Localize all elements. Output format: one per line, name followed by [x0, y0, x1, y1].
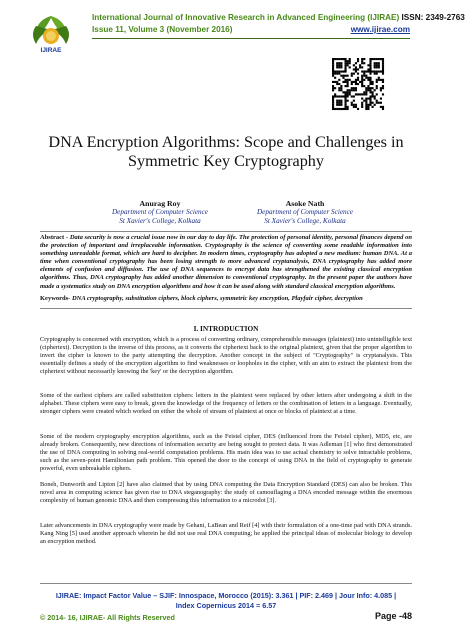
author-block-2: [240, 200, 370, 225]
header-divider: [92, 38, 410, 39]
page-number: Page -48: [374, 611, 412, 621]
abstract-top-rule: [40, 231, 412, 232]
issue-line: Issue 11, Volume 3 (November 2016) www.ijirae.com: [92, 25, 410, 34]
svg-text:IJIRAE: IJIRAE: [40, 47, 62, 54]
author-block-1: [95, 200, 225, 225]
author-name: Anurag Roy: [139, 199, 181, 208]
qr-code[interactable]: [332, 58, 384, 134]
paper-title: DNA Encryption Algorithms: Scope and Challenges in Symmetric Key Cryptography: [48, 133, 404, 170]
ijirae-logo: [26, 12, 76, 56]
abstract-bottom-rule: [40, 308, 412, 309]
paragraph: Cryptography is concerned with encryption, which is a process of converting ordinary, comprehensible messages (plaintext) into unintelligible text (ciphertext). Decryption is the inverse of this process, as it converts the ciphertext back to the original plaintext, given that the proper algorithm to invert the cipher is known to the party attempting the decryption. Another concept in the subject of "Cryptography" is cryptanalysis. This essentially defines a study of the encryption algorithm to find weaknesses or loopholes in the cipher, with an aim to extract the plaintext from the ciphertext without necessarily knowing the 'key' or the decryption algorithm.: [40, 336, 412, 375]
abstract-label: Abstract -: [40, 234, 69, 241]
author-college: St Xavier's College, Kolkata: [119, 216, 201, 225]
author-department: Department of Computer Science: [111, 208, 208, 217]
journal-url-link[interactable]: www.ijirae.com: [350, 25, 410, 34]
paragraph: Some of the modern cryptography encryption algorithms, such as the Feistel cipher, DES (influenced from the Feistel cipher), MD5, etc, are already broken. Consequently, new directions of information security are being sought to protect data. It was Adleman [1] who first demonstrated the use of DNA computing in solving real-world computation problems. His main idea was to use actual chemistry to solve intractable problems, such as the seven-point Hamiltonian path problem. This opened the door to the concept of using DNA in the field of cryptography to generate powerful, even unbreakable ciphers.: [40, 433, 412, 472]
section-heading: I. INTRODUCTION: [193, 324, 259, 333]
keywords: [40, 295, 412, 303]
index-copernicus-line: Index Copernicus 2014 = 6.57: [175, 601, 277, 610]
copyright: © 2014- 16, IJIRAE- All Rights Reserved: [40, 613, 175, 622]
footer-divider: [40, 583, 412, 584]
author-department: Department of Computer Science: [256, 208, 353, 217]
author-name: Asoke Nath: [285, 199, 325, 208]
keywords-text: DNA cryptography, substitution ciphers, block ciphers, symmetric key encryption, Playfair cipher, decryption: [70, 294, 363, 302]
keywords-label: Keywords-: [40, 294, 71, 302]
paragraph: Later advancements in DNA cryptography were made by Gehani, LaBean and Reif [4] with their formulation of a one-time pad with DNA strands. Kang Ning [5] used another approach wherein he did not use real DNA computing; he applied the principal ideas of molecular biology to develop an encryption method.: [40, 522, 412, 545]
author-college: St Xavier's College, Kolkata: [264, 216, 346, 225]
abstract: [40, 234, 412, 303]
abstract-text: Data security is now a crucial issue now in our day to day life. The protection of personal identity, personal finances depend on the protection of important and irreplaceable information. Cryptography is the science of converting some readable information into something unreadable format, which are hard to decipher. In modern times, cryptography has adopted a new medium: human DNA. At a time when conventional cryptography has been losing strength to more advanced cryptanalysis, DNA cryptography has added more elements of confusion and diffusion. The use of DNA sequences to encrypt data has strengthened the existing classical encryption algorithms. Thus, DNA cryptography has added another dimension to conventional cryptography. In the present paper the authors have made a systematics study on DNA encryption algorithms and how it can be used along with standard classical encryption algorithms.: [40, 234, 413, 290]
journal-title: International Journal of Innovative Research in Advanced Engineering (IJIRAE) ISSN: 2349-2763: [92, 13, 465, 22]
paragraph: Boneh, Dunworth and Lipton [2] have also claimed that by using DNA computing the Data Encryption Standard (DES) can also be broken. This novel area in computing science has given rise to DNA steganography: the study of camouflaging a DNA encoded message within the enormous complexity of human genomic DNA and then compressing this information to a microdot [3].: [40, 481, 412, 504]
impact-factor-line: IJIRAE: Impact Factor Value – SJIF: Innospace, Morocco (2015): 3.361 | PIF: 2.469 | Jour Info: 4.085 |: [55, 591, 397, 600]
issn: ISSN: 2349-2763: [401, 13, 465, 22]
paragraph: Some of the earliest ciphers are called substitution ciphers: letters in the plaintext were replaced by other letters after undergoing a shift in the alphabet. These ciphers were easy to break, given the knowledge of the frequency of letters or the combination of letters in a language. Eventually, stronger ciphers were created which worked on either the whole of stream of plaintext at once or blocks of plaintext at a time.: [40, 392, 412, 415]
journal-header: [0, 0, 465, 58]
